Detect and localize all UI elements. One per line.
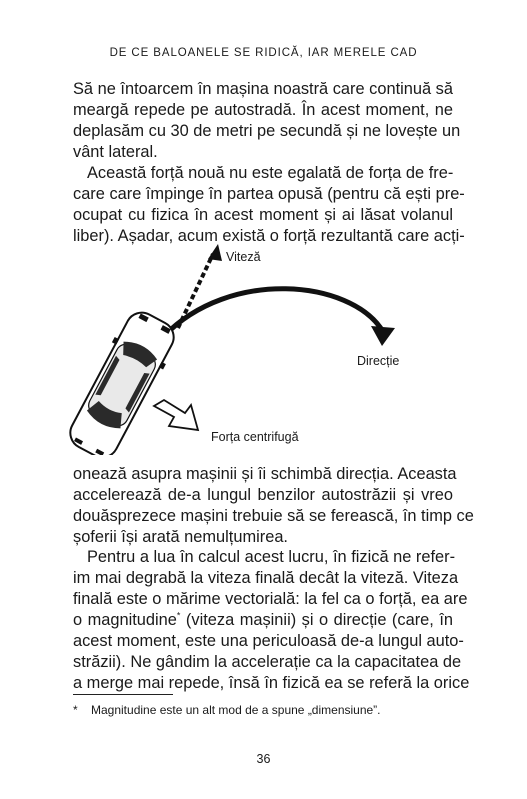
diagram-graphic: [60, 240, 460, 455]
text-line: meargă repede pe autostradă. În acest moment, ne: [73, 101, 453, 119]
text-line: Pentru a lua în calcul acest lucru, în fizică ne refer-: [87, 548, 456, 566]
footnote-text: Magnitudine este un alt mod de a spune „dimensiune”.: [91, 703, 381, 717]
text-line: care care împinge în partea opusă (pentru că ești pre-: [73, 185, 465, 203]
text-line: Această forță nouă nu este egalată de forța de fre-: [87, 164, 454, 182]
centrifugal-force-arrow-outline: [154, 400, 198, 430]
paragraph-4: [73, 547, 470, 694]
footnote-reference: *: [176, 610, 181, 621]
text-line: vânt lateral.: [73, 143, 158, 161]
paragraph-2: [73, 163, 465, 247]
footnote: [73, 703, 381, 717]
centrifugal-force-label: Forța centrifugă: [211, 430, 299, 444]
direction-arrow: [164, 289, 382, 336]
direction-arrow-head: [371, 326, 395, 346]
speed-arrow-head: [208, 244, 222, 261]
text-segment: o magnitudine: [73, 611, 177, 629]
paragraph-3: [73, 464, 474, 548]
text-line: acest moment, este una periculoasă de-a lungul auto-: [73, 632, 464, 650]
text-line: străzii). Ne gândim la accelerație ca la capacitatea de: [73, 653, 462, 671]
text-line: accelerează de-a lungul benzilor autostrăzii și vreo: [73, 486, 453, 504]
footnote-divider: [73, 694, 173, 695]
speed-label: Viteză: [226, 250, 261, 264]
text-line: liber). Așadar, acum există o forță rezultantă care acți-: [73, 227, 465, 245]
paragraph-1: [73, 79, 461, 163]
running-header: DE CE BALOANELE SE RIDICĂ, IAR MERELE CAD: [109, 47, 418, 59]
text-line: onează asupra mașinii și îi schimbă direcția. Aceasta: [73, 465, 457, 483]
footnote-mark: *: [73, 703, 78, 717]
car-force-diagram: [60, 240, 460, 455]
page-number: 36: [256, 752, 271, 766]
text-line: șoferii își arată nemulțumirea.: [73, 528, 288, 546]
direction-label: Direcție: [357, 354, 400, 368]
car-icon: [61, 305, 183, 455]
text-line: Să ne întoarcem în mașina noastră care continuă să: [73, 80, 453, 98]
text-line: deplasăm cu 30 de metri pe secundă și ne lovește un: [73, 122, 461, 140]
text-segment: (viteza mașinii) și o direcție (care, în: [180, 611, 453, 629]
text-line: douăsprezece mașini trebuie să se ferească, în timp ce: [73, 507, 474, 525]
text-line: finală este o mărime vectorială: la fel ca o forță, ea are: [73, 590, 468, 608]
text-line: [73, 610, 453, 631]
text-line: ocupat cu fizica în acest moment și ai lăsat volanul: [73, 206, 453, 224]
text-line: a merge mai repede, însă în fizică ea se referă la orice: [73, 674, 470, 692]
text-line: im mai degrabă la viteza finală decât la viteză. Viteza: [73, 569, 459, 587]
